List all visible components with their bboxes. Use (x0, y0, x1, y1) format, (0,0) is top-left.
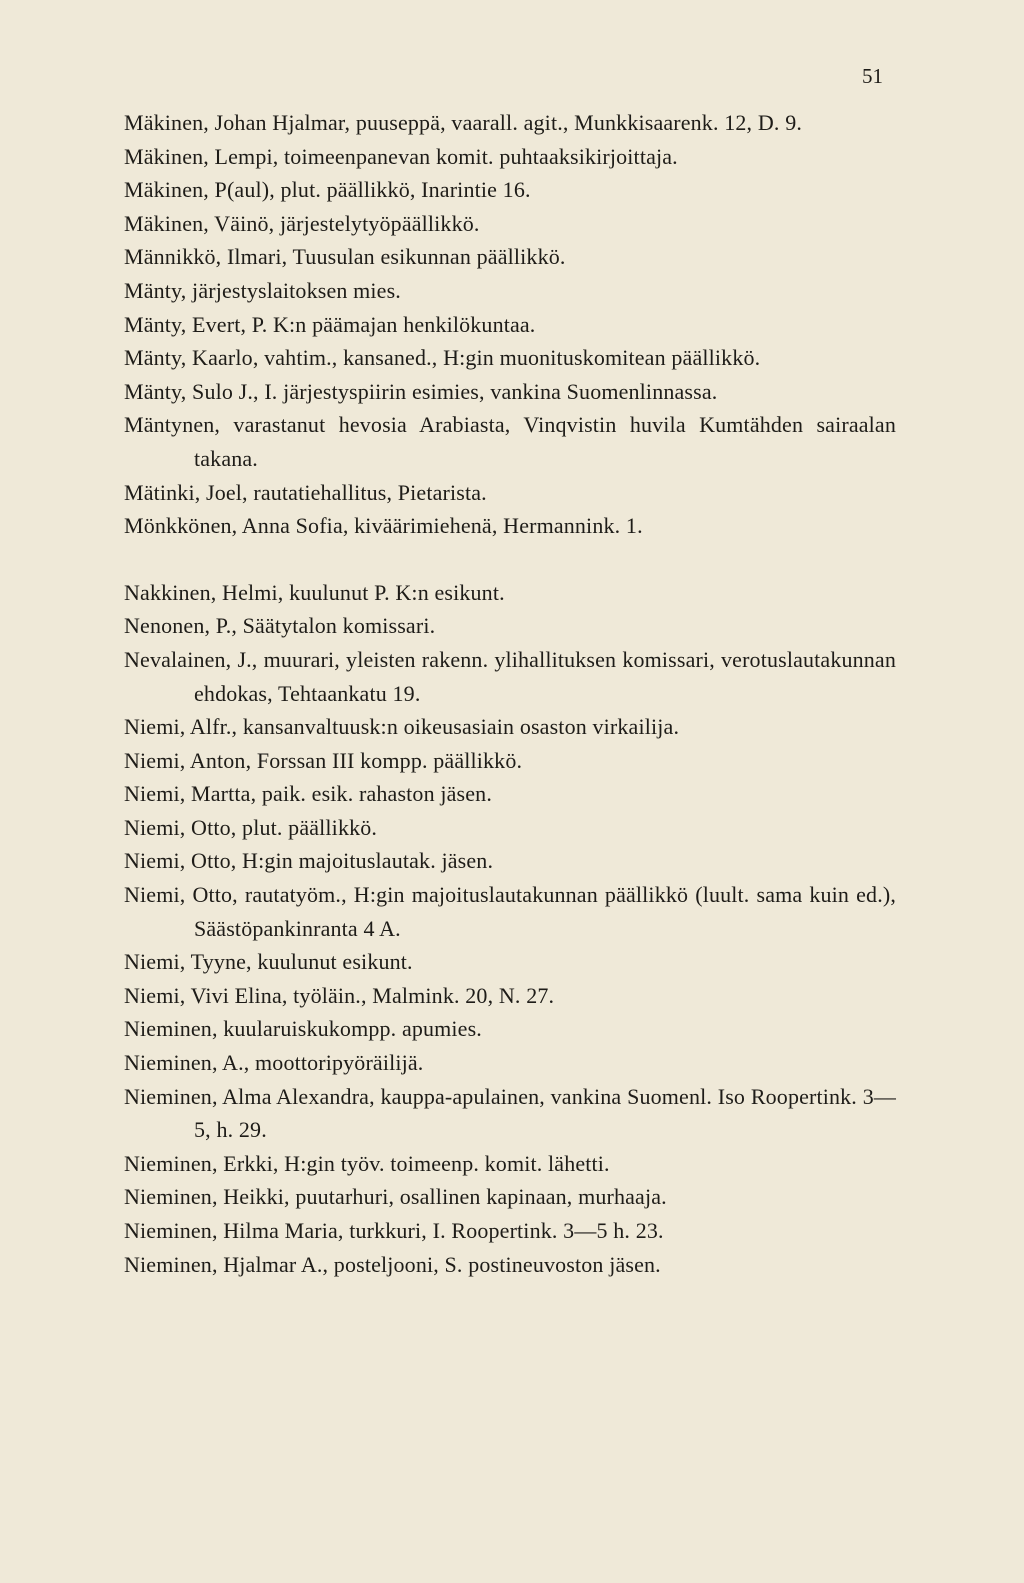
entry-nenonen: Nenonen, P., Säätytalon komissari. (124, 613, 436, 639)
entry-nieminen-hjalmar: Nieminen, Hjalmar A., posteljooni, S. postineuvoston jäsen. (124, 1251, 661, 1277)
entry-niemi-tyyne: Niemi, Tyyne, kuulunut esikunt. (124, 949, 413, 975)
entry-manty-kaarlo: Mänty, Kaarlo, vahtim., kansaned., H:gin muonituskomitean päällikkö. (124, 345, 761, 371)
entry-manty: Mänty, järjestyslaitoksen mies. (124, 277, 401, 303)
entry-mannikko-ilmari: Männikkö, Ilmari, Tuusulan esikunnan päällikkö. (124, 244, 566, 270)
entry-niemi-anton: Niemi, Anton, Forssan III kompp. päällikkö. (124, 747, 523, 773)
entry-nakkinen-helmi: Nakkinen, Helmi, kuulunut P. K:n esikunt. (124, 579, 505, 605)
entry-niemi-otto-1: Niemi, Otto, plut. päällikkö. (124, 814, 378, 840)
entry-manty-evert: Mänty, Evert, P. K:n päämajan henkilökuntaa. (124, 311, 536, 337)
entry-makinen-johan: Mäkinen, Johan Hjalmar, puuseppä, vaarall. agit., Munkkisaarenk. 12, D. 9. (124, 110, 802, 135)
entry-niemi-alfr: Niemi, Alfr., kansanvaltuusk:n oikeusasiain osaston virkailija. (124, 714, 680, 740)
entry-matinki-joel: Mätinki, Joel, rautatiehallitus, Pietarista. (124, 479, 487, 505)
entry-monkkonen-anna: Mönkkönen, Anna Sofia, kiväärimiehenä, Hermannink. 1. (124, 513, 643, 539)
page-number: 51 (862, 64, 883, 88)
entry-makinen-paul: Mäkinen, P(aul), plut. päällikkö, Inarintie 16. (124, 177, 531, 203)
entry-nieminen-erkki: Nieminen, Erkki, H:gin työv. toimeenp. komit. lähetti. (124, 1150, 610, 1176)
entry-nieminen-hilma: Nieminen, Hilma Maria, turkkuri, I. Roopertink. 3—5 h. 23. (124, 1218, 664, 1243)
entry-nieminen-alma: Nieminen, Alma Alexandra, kauppa-apulainen, vankina Suomenl. Iso Roopertink. 3—5, h. 29. (124, 1083, 896, 1143)
entry-niemi-martta: Niemi, Martta, paik. esik. rahaston jäsen. (124, 781, 492, 807)
register-entries (124, 106, 896, 1281)
entry-nieminen-heikki: Nieminen, Heikki, puutarhuri, osallinen kapinaan, murhaaja. (124, 1184, 667, 1210)
entry-makinen-lempi: Mäkinen, Lempi, toimeenpanevan komit. puhtaaksikirjoittaja. (124, 143, 678, 169)
entry-niemi-otto-3: Niemi, Otto, rautatyöm., H:gin majoituslautakunnan päällikkö (luult. sama kuin ed.), Säästöpankinranta 4 A. (124, 882, 896, 941)
entry-manty-sulo: Mänty, Sulo J., I. järjestyspiirin esimies, vankina Suomenlinnassa. (124, 378, 718, 404)
entry-nevalainen: Nevalainen, J., muurari, yleisten rakenn. ylihallituksen komissari, verotuslautakunnan ehdokas, Tehtaankatu 19. (124, 646, 896, 706)
entry-nieminen-1: Nieminen, kuularuiskukompp. apumies. (124, 1016, 482, 1042)
section-gap (124, 543, 896, 576)
entry-niemi-otto-2: Niemi, Otto, H:gin majoituslautak. jäsen. (124, 848, 494, 874)
entry-mantynen: Mäntynen, varastanut hevosia Arabiasta, Vinqvistin huvila Kumtähden sairaalan takana. (124, 412, 896, 471)
entry-nieminen-a: Nieminen, A., moottoripyöräilijä. (124, 1050, 424, 1076)
entry-niemi-vivi: Niemi, Vivi Elina, työläin., Malmink. 20, N. 27. (124, 982, 555, 1008)
entry-makinen-vaino: Mäkinen, Väinö, järjestelytyöpäällikkö. (124, 210, 480, 236)
